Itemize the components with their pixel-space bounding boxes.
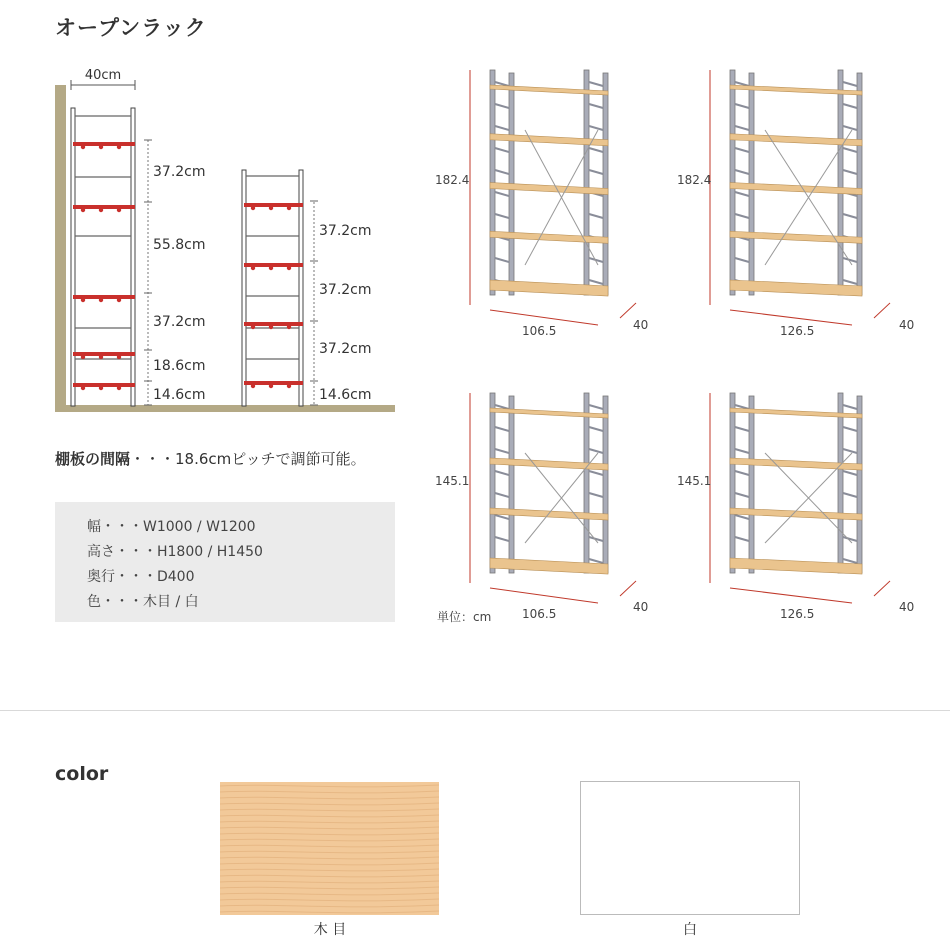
ladder-rung [495,427,509,431]
ladder-rung [843,449,857,453]
shelf-peg [287,384,291,388]
ladder-rung [589,405,603,409]
shelf-board [490,408,608,418]
white-swatch [580,781,800,915]
depth-dim-line [620,303,636,318]
depth-label: 40 [899,600,915,614]
depth-dim-line [620,581,636,596]
rack-drawings [425,55,945,635]
ladder-rung [589,214,603,218]
ladder-rung [843,148,857,152]
unit-note: 単位：cm [437,610,492,624]
ladder-rung [495,449,509,453]
depth-label: 40 [633,318,649,332]
shelf-peg [117,386,121,390]
ladder-rung [589,126,603,130]
ladder-rung [843,405,857,409]
ladder-rung [495,258,509,262]
floor [55,405,395,412]
ladder-rung [735,427,749,431]
ladder-rung [495,537,509,541]
ladder-rung [589,471,603,475]
frame-post [509,396,514,573]
shelf-peg [117,145,121,149]
wood-swatch [220,782,439,915]
shelf-peg [99,208,103,212]
width-dim-line [490,310,598,325]
ladder-rung [495,126,509,130]
height-label: 182.4 [677,173,712,187]
gap-label: 37.2cm [153,314,206,330]
shelf-peg [269,384,273,388]
frame-post [857,396,862,573]
height-label: 145.1 [677,474,712,488]
ladder-rung [589,427,603,431]
gap-label: 14.6cm [319,387,372,403]
frame-post [603,396,608,573]
shelf-spacing-diagram [55,60,400,420]
width-dim-label: 126.5 [780,607,815,621]
shelf-peg [251,206,255,210]
ladder-rung [735,126,749,130]
rack-drawing [470,70,636,325]
width-dim-line [490,588,598,603]
shelf-peg [99,355,103,359]
white-label: 白 [683,922,697,938]
frame-post [838,393,843,573]
ladder-rung [735,449,749,453]
spec-depth: 奥行・・・D400 [87,569,195,585]
ladder-rung [589,449,603,453]
short-rack [242,170,303,406]
shelf-peg [269,206,273,210]
gap-label: 55.8cm [153,237,206,253]
frame-post [603,73,608,295]
frame-post [749,396,754,573]
ladder-rung [495,214,509,218]
pitch-text: ・・・18.6cmピッチで調節可能。 [130,450,366,468]
ladder-rung [735,192,749,196]
shelf-board [490,231,608,243]
ladder-rung [495,170,509,174]
ladder-rung [843,471,857,475]
page-title: オープンラック [55,16,207,40]
rack-drawing [710,393,890,603]
ladder-rung [589,170,603,174]
ladder-rung [735,170,749,174]
depth-dim-line [874,303,890,318]
ladder-rung [843,104,857,108]
shelf-peg [287,206,291,210]
shelf-peg [81,208,85,212]
ladder-rung [495,104,509,108]
spec-color: 色・・・木目 / 白 [87,594,199,610]
ladder-rung [735,515,749,519]
shelf-board [490,280,608,296]
gap-label: 37.2cm [319,282,372,298]
ladder-rung [735,537,749,541]
height-label: 145.1 [435,474,470,488]
ladder-rung [495,515,509,519]
spec-height: 高さ・・・H1800 / H1450 [87,544,263,560]
shelf-peg [81,386,85,390]
pitch-note [55,448,366,469]
shelf-peg [117,355,121,359]
spec-box [55,502,395,622]
shelf-peg [81,355,85,359]
shelf-peg [251,325,255,329]
ladder-rung [843,82,857,86]
pitch-label: 棚板の間隔 [55,450,131,468]
color-heading: color [55,763,109,785]
shelf-peg [251,384,255,388]
ladder-rung [589,493,603,497]
frame-post [730,393,735,573]
depth-dim-line [874,581,890,596]
ladder-rung [495,493,509,497]
shelf-board [490,183,608,195]
gap-label: 37.2cm [153,164,206,180]
frame-post [857,73,862,295]
width-label: 40cm [84,68,122,83]
ladder-rung [843,170,857,174]
gap-label: 18.6cm [153,358,206,374]
shelf-peg [81,298,85,302]
shelf-peg [269,266,273,270]
ladder-rung [843,214,857,218]
shelf-board [490,458,608,470]
shelf-peg [81,145,85,149]
height-label: 182.4 [435,173,470,187]
depth-label: 40 [633,600,649,614]
ladder-rung [589,559,603,563]
wood-label: 木 目 [313,922,347,938]
shelf-peg [269,325,273,329]
gap-label: 37.2cm [319,341,372,357]
ladder-rung [735,471,749,475]
frame-post [490,393,495,573]
rack-drawing [710,70,890,325]
depth-label: 40 [899,318,915,332]
width-dim-line [730,588,852,603]
wall [55,85,66,412]
shelf-peg [117,298,121,302]
shelf-peg [99,386,103,390]
frame-post [584,393,589,573]
width-dim-label: 106.5 [522,324,557,338]
shelf-peg [251,266,255,270]
ladder-rung [843,280,857,284]
frame-post [838,70,843,295]
ladder-rung [589,104,603,108]
ladder-rung [843,493,857,497]
ladder-rung [589,82,603,86]
ladder-rung [735,214,749,218]
ladder-rung [495,471,509,475]
ladder-rung [843,126,857,130]
shelf-peg [287,266,291,270]
shelf-peg [287,325,291,329]
width-dim-label: 106.5 [522,607,557,621]
frame-post [584,70,589,295]
ladder-rung [735,258,749,262]
rack-drawing [470,393,636,603]
ladder-rung [589,148,603,152]
ladder-rung [589,280,603,284]
shelf-board [490,85,608,95]
shelf-peg [99,145,103,149]
ladder-rung [735,104,749,108]
spec-width: 幅・・・W1000 / W1200 [87,519,256,535]
ladder-rung [495,148,509,152]
ladder-rung [843,427,857,431]
width-dim-line [730,310,852,325]
gap-label: 14.6cm [153,387,206,403]
ladder-rung [735,493,749,497]
shelf-peg [117,208,121,212]
section-divider [0,710,950,711]
ladder-rung [495,192,509,196]
shelf-peg [99,298,103,302]
tall-rack [71,108,135,406]
width-dim-label: 126.5 [780,324,815,338]
ladder-rung [735,148,749,152]
gap-label: 37.2cm [319,223,372,239]
ladder-rung [843,559,857,563]
